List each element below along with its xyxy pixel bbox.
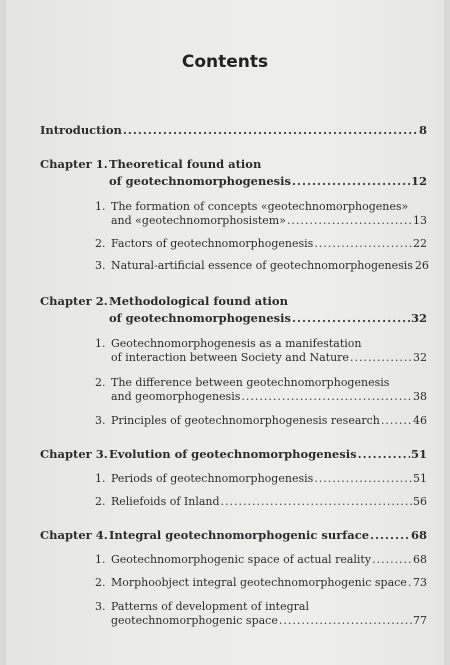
leader-dots — [292, 311, 410, 325]
section-title: The formation of concepts «geotechnomorphogenes» — [111, 200, 409, 213]
section-number: 1. — [95, 337, 106, 350]
toc-entry-chapter-4[interactable] — [109, 528, 427, 542]
toc-entry-section-1-3[interactable] — [111, 259, 427, 272]
page-number: 51 — [413, 472, 427, 485]
leader-dots — [279, 614, 412, 627]
section-title: Natural-artificial essence of geotechnomorphogenesis — [111, 259, 413, 272]
section-title: The difference between geotechnomorphogenesis — [111, 376, 390, 389]
section-title: Factors of geotechnomorphogenesis — [111, 237, 314, 250]
section-number: 3. — [95, 414, 106, 427]
leader-dots — [372, 553, 412, 566]
leader-dots — [370, 528, 410, 542]
leader-dots — [314, 237, 412, 250]
leader-dots — [381, 414, 412, 427]
page-number: 68 — [410, 528, 427, 542]
chapter-title-line2: of geotechnomorphogenesis — [109, 174, 291, 188]
chapter-title: Integral geotechnomorphogenic surface — [109, 528, 370, 542]
section-title-line2: and geomorphogenesis — [111, 390, 241, 403]
page-number: 32 — [410, 311, 427, 325]
toc-entry-section-3-1[interactable] — [111, 472, 427, 485]
toc-entry-section-4-2[interactable] — [111, 576, 427, 589]
toc-entry-section-2-1[interactable] — [111, 351, 427, 364]
chapter-title: Theoretical found ation — [109, 157, 262, 171]
section-title: Patterns of development of integral — [111, 600, 309, 613]
page-number: 12 — [410, 174, 427, 188]
chapter-title: Evolution of geotechnomorphogenesis — [109, 447, 357, 461]
leader-dots — [287, 214, 412, 227]
section-title: Geotechnomorphogenic space of actual reality — [111, 553, 372, 566]
page-number: 26 — [414, 259, 429, 272]
section-number: 1. — [95, 553, 106, 566]
entry-label: Introduction — [40, 123, 122, 137]
leader-dots — [241, 390, 412, 403]
page-number: 46 — [413, 414, 427, 427]
section-title-line2: of interaction between Society and Nature — [111, 351, 349, 364]
page-number: 51 — [410, 447, 427, 461]
leader-dots — [408, 576, 412, 589]
section-number: 3. — [95, 600, 106, 613]
page-number: 68 — [413, 553, 427, 566]
chapter-label: Chapter 4. — [40, 528, 108, 542]
section-number: 1. — [95, 200, 106, 213]
leader-dots — [221, 495, 412, 508]
leader-dots — [350, 351, 412, 364]
leader-dots — [292, 174, 410, 188]
chapter-title: Methodological found ation — [109, 294, 288, 308]
toc-entry-chapter-3[interactable] — [109, 447, 427, 461]
toc-entry-section-4-1[interactable] — [111, 553, 427, 566]
toc-entry-section-4-3[interactable] — [111, 614, 427, 627]
section-title: Morphoobject integral geotechnomorphogenic space — [111, 576, 407, 589]
chapter-label: Chapter 3. — [40, 447, 108, 461]
page-title: Contents — [181, 52, 269, 72]
page-number: 38 — [413, 390, 427, 403]
toc-entry-section-1-1[interactable] — [111, 214, 427, 227]
chapter-label: Chapter 1. — [40, 157, 108, 171]
toc-entry-chapter-1[interactable] — [109, 174, 427, 188]
section-title-line2: geotechnomorphogenic space — [111, 614, 278, 627]
leader-dots — [314, 472, 412, 485]
page-number: 73 — [413, 576, 427, 589]
section-number: 2. — [95, 376, 106, 389]
section-title: Reliefoids of Inland — [111, 495, 220, 508]
chapter-label: Chapter 2. — [40, 294, 108, 308]
section-title: Geotechnomorphogenesis as a manifestation — [111, 337, 362, 350]
page-number: 56 — [413, 495, 427, 508]
section-number: 2. — [95, 495, 106, 508]
section-title: Periods of geotechnomorphogenesis — [111, 472, 314, 485]
leader-dots — [358, 447, 410, 461]
toc-entry-section-3-2[interactable] — [111, 495, 427, 508]
toc-entry-section-1-2[interactable] — [111, 237, 427, 250]
section-title-line2: and «geotechnomorphosistem» — [111, 214, 286, 227]
section-number: 2. — [95, 237, 106, 250]
section-number: 3. — [95, 259, 106, 272]
section-number: 2. — [95, 576, 106, 589]
page-number: 77 — [413, 614, 427, 627]
page-number: 22 — [413, 237, 427, 250]
toc-entry-introduction[interactable] — [40, 123, 427, 137]
page-number: 8 — [418, 123, 427, 137]
leader-dots — [123, 123, 418, 137]
page-number: 32 — [413, 351, 427, 364]
toc-entry-section-2-3[interactable] — [111, 414, 427, 427]
section-title: Principles of geotechnomorphogenesis research — [111, 414, 380, 427]
toc-entry-chapter-2[interactable] — [109, 311, 427, 325]
toc-entry-section-2-2[interactable] — [111, 390, 427, 403]
page-number: 13 — [413, 214, 427, 227]
chapter-title-line2: of geotechnomorphogenesis — [109, 311, 291, 325]
section-number: 1. — [95, 472, 106, 485]
